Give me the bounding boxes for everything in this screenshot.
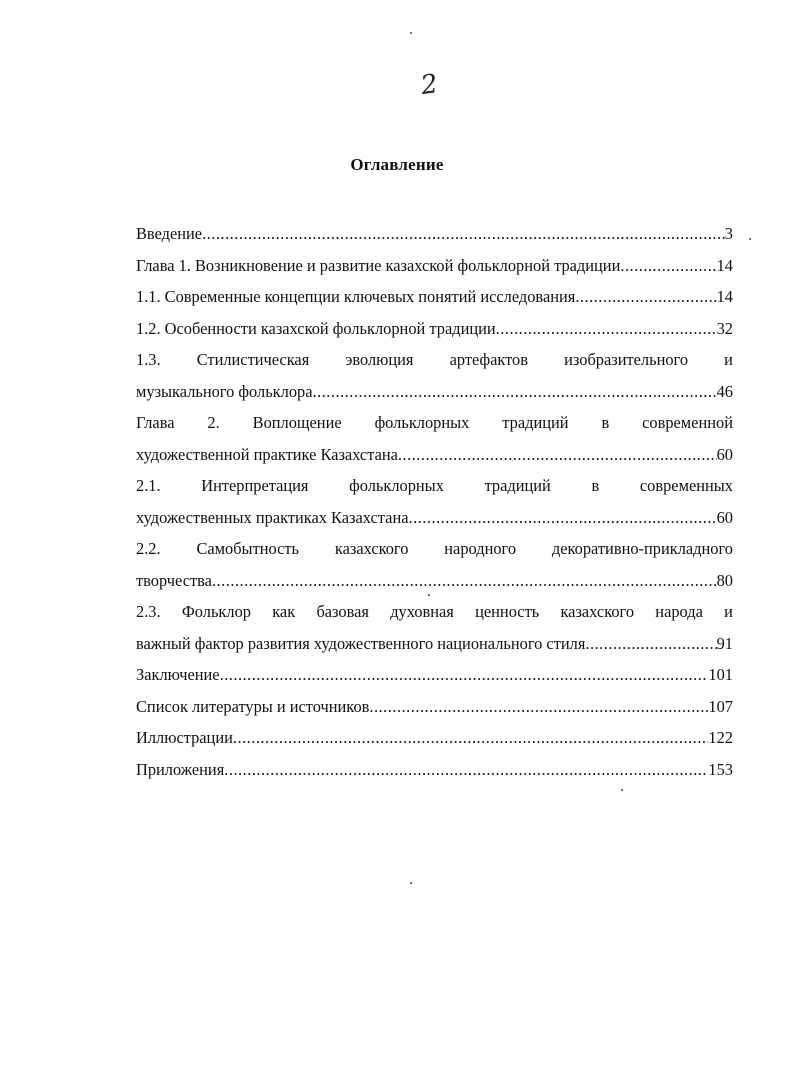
toc-page-number: 91: [716, 633, 733, 653]
toc-word: изобразительного: [564, 350, 689, 369]
toc-page-number: 153: [708, 759, 733, 779]
toc-page-number: 14: [716, 255, 733, 275]
toc-word: в: [591, 476, 600, 495]
toc-entry-section-2-2-line1[interactable]: [136, 533, 733, 565]
toc-word: 2.2.: [136, 539, 161, 558]
toc-leader-dots: [585, 628, 716, 660]
toc-word: базовая: [316, 602, 369, 621]
toc-word: народа: [655, 602, 703, 621]
toc-word: Стилистическая: [196, 350, 310, 369]
toc-word: духовная: [390, 602, 454, 621]
toc-word: декоративно-прикладного: [551, 539, 733, 558]
toc-word: народного: [444, 539, 517, 558]
toc-word: Фольклор: [181, 602, 251, 621]
toc-word: фольклорных: [349, 476, 444, 495]
toc-leader-dots: [312, 376, 716, 408]
toc-word: 2.1.: [136, 476, 161, 495]
toc-leader-dots: [233, 722, 709, 754]
toc-label: художественной практике Казахстана: [136, 444, 398, 464]
toc-label: Приложения: [136, 759, 225, 779]
toc-entry-illustrations[interactable]: [136, 722, 733, 754]
toc-word: Воплощение: [252, 413, 342, 432]
toc-word: Интерпретация: [201, 476, 309, 495]
toc-entry-appendices[interactable]: [136, 754, 733, 786]
toc-word: традиций: [484, 476, 551, 495]
toc-word: и: [724, 602, 733, 621]
toc-leader-dots: [202, 218, 725, 250]
toc-page-number: 80: [716, 570, 733, 590]
toc-page-number: 101: [708, 665, 733, 684]
toc-word: 2.3.: [136, 602, 161, 621]
scan-speck: [410, 882, 412, 884]
toc-leader-dots: [224, 754, 708, 786]
toc-page-number: 60: [716, 507, 733, 527]
toc-word: и: [724, 350, 733, 369]
toc-word: Самобытность: [196, 539, 300, 558]
toc-label: важный фактор развития художественного национального стиля: [136, 633, 586, 653]
toc-leader-dots: [220, 659, 709, 691]
toc-entry-chapter-2-line2[interactable]: [136, 439, 733, 471]
toc-label: Список литературы и источников: [136, 696, 370, 716]
toc-entry-section-1-3-line2[interactable]: [136, 376, 733, 408]
toc-leader-dots: [212, 565, 717, 597]
toc-entry-section-1-3-line1[interactable]: [136, 344, 733, 376]
toc-word: ценность: [475, 602, 540, 621]
scan-speck: [410, 32, 412, 34]
toc-word: артефактов: [449, 350, 528, 369]
table-of-contents: [136, 218, 733, 785]
toc-word: современной: [642, 413, 733, 432]
toc-entry-section-2-1-line1[interactable]: [136, 470, 733, 502]
toc-entry-conclusion[interactable]: [136, 659, 733, 691]
toc-label: музыкального фольклора: [136, 381, 313, 401]
toc-leader-dots: [369, 691, 708, 723]
toc-word: казахского: [334, 539, 409, 558]
toc-entry-references[interactable]: [136, 691, 733, 723]
toc-label: Глава 1. Возникновение и развитие казахской фольклорной традиции: [136, 255, 621, 275]
toc-entry-section-2-1-line2[interactable]: [136, 502, 733, 534]
scan-speck: [749, 238, 751, 240]
scan-speck: [428, 594, 430, 596]
toc-entry-section-1-2[interactable]: [136, 313, 733, 345]
toc-leader-dots: [620, 250, 716, 282]
toc-leader-dots: [398, 439, 717, 471]
toc-entry-section-2-2-line2[interactable]: [136, 565, 733, 597]
toc-entry-intro[interactable]: [136, 218, 733, 250]
toc-label: Иллюстрации: [136, 728, 233, 747]
toc-page-number: 46: [716, 381, 733, 401]
toc-entry-section-1-1[interactable]: [136, 281, 733, 313]
toc-word: 1.3.: [136, 350, 161, 369]
toc-leader-dots: [409, 502, 717, 534]
toc-word: казахского: [560, 602, 635, 621]
toc-page-number: 107: [708, 696, 733, 716]
toc-word: 2.: [207, 413, 220, 432]
toc-leader-dots: [496, 313, 717, 345]
toc-entry-chapter-1[interactable]: [136, 250, 733, 282]
toc-word: Глава: [136, 413, 175, 432]
toc-label: Заключение: [136, 665, 220, 684]
toc-label: Введение: [136, 224, 203, 243]
toc-leader-dots: [575, 281, 716, 313]
toc-entry-chapter-2-line1[interactable]: [136, 407, 733, 439]
toc-word: фольклорных: [374, 413, 470, 432]
toc-entry-section-2-3-line1[interactable]: [136, 596, 733, 628]
toc-entry-section-2-3-line2[interactable]: [136, 628, 733, 660]
toc-label: художественных практиках Казахстана: [136, 507, 409, 527]
toc-word: традиций: [502, 413, 569, 432]
toc-word: в: [601, 413, 610, 432]
toc-page-number: 3: [724, 224, 733, 243]
toc-label: 1.1. Современные концепции ключевых понятий исследования: [136, 287, 576, 306]
handwritten-page-number: 2: [418, 68, 440, 102]
toc-page-number: 60: [716, 444, 733, 464]
toc-label: творчества: [136, 570, 212, 590]
toc-page-number: 32: [716, 318, 733, 338]
toc-word: как: [272, 602, 296, 621]
scan-speck: [621, 789, 623, 791]
toc-label: 1.2. Особенности казахской фольклорной традиции: [136, 318, 496, 338]
page-title: Оглавление: [350, 155, 444, 174]
toc-page-number: 122: [708, 728, 733, 747]
toc-page-number: 14: [716, 287, 733, 306]
toc-word: эволюция: [345, 350, 414, 369]
toc-word: современных: [639, 476, 733, 495]
